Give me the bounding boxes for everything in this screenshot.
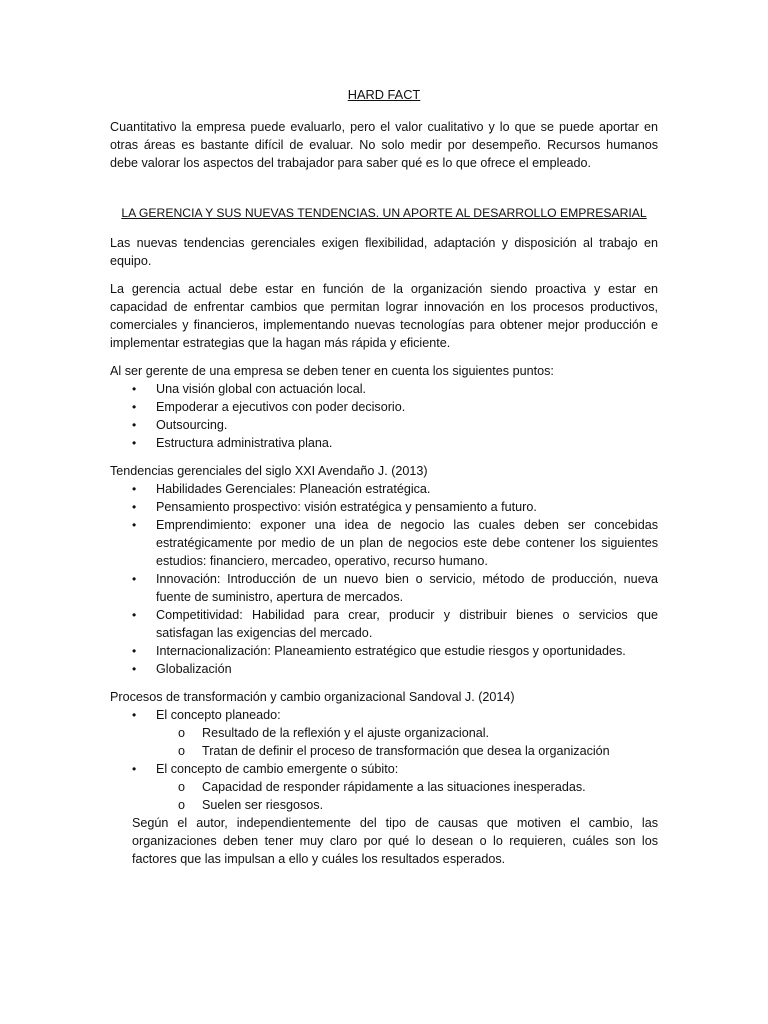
list-item: • Globalización bbox=[132, 662, 232, 676]
circle-bullet-icon: o bbox=[178, 780, 186, 794]
bullet-icon: • bbox=[132, 518, 137, 532]
paragraph-tendencias-siglo: Tendencias gerenciales del siglo XXI Avendaño J. (2013) bbox=[110, 464, 428, 478]
bullet-icon: • bbox=[132, 662, 137, 676]
list-item: • Competitividad: Habilidad para crear, producir y distribuir bienes o servicios que satisfagan las exigencias del mercado. bbox=[132, 608, 658, 640]
list-item: • Internacionalización: Planeamiento estratégico que estudie riesgos y oportunidades. bbox=[132, 644, 626, 658]
list-procesos-2 bbox=[110, 760, 658, 778]
bullet-icon: • bbox=[132, 572, 137, 586]
bullet-icon: • bbox=[132, 608, 137, 622]
bullet-icon: • bbox=[132, 436, 137, 450]
sublist-item: o Tratan de definir el proceso de transformación que desea la organización bbox=[178, 744, 610, 758]
sublist-item: o Resultado de la reflexión y el ajuste organizacional. bbox=[178, 726, 490, 740]
list-item: • Habilidades Gerenciales: Planeación estratégica. bbox=[132, 482, 431, 496]
circle-bullet-icon: o bbox=[178, 744, 186, 758]
bullet-icon: • bbox=[132, 482, 137, 496]
list-item: • Pensamiento prospectivo: visión estratégica y pensamiento a futuro. bbox=[132, 500, 537, 514]
list-item: • Estructura administrativa plana. bbox=[132, 436, 333, 450]
list-item: • Empoderar a ejecutivos con poder decisorio. bbox=[132, 400, 406, 414]
list-procesos bbox=[110, 706, 658, 724]
list-item: • Innovación: Introducción de un nuevo bien o servicio, método de producción, nueva fuente de suministro, apertura de mercados. bbox=[132, 572, 658, 604]
paragraph-tendencias: Las nuevas tendencias gerenciales exigen flexibilidad, adaptación y disposición al trabajo en equipo. bbox=[110, 236, 658, 268]
sublist-item: o Capacidad de responder rápidamente a las situaciones inesperadas. bbox=[178, 780, 586, 794]
sublist-emergente bbox=[110, 778, 658, 814]
circle-bullet-icon: o bbox=[178, 726, 186, 740]
doc-title: HARD FACT bbox=[347, 87, 421, 102]
list-tendencias bbox=[110, 480, 658, 678]
list-item: • El concepto planeado: bbox=[132, 708, 281, 722]
list-puntos bbox=[110, 380, 658, 452]
circle-bullet-icon: o bbox=[178, 798, 186, 812]
list-item: • Una visión global con actuación local. bbox=[132, 382, 367, 396]
bullet-icon: • bbox=[132, 708, 137, 722]
bullet-icon: • bbox=[132, 500, 137, 514]
bullet-icon: • bbox=[132, 382, 137, 396]
sublist-planeado bbox=[110, 724, 658, 760]
bullet-icon: • bbox=[132, 762, 137, 776]
list-item: • Emprendimiento: exponer una idea de negocio las cuales deben ser concebidas estratégicamente por medio de un plan de negocios este debe contener los siguientes estudios: financiero, mercadeo, operativo, recurso humano. bbox=[132, 518, 658, 568]
document-page bbox=[110, 86, 658, 868]
bullet-icon: • bbox=[132, 400, 137, 414]
closing-paragraph: Según el autor, independientemente del tipo de causas que motiven el cambio, las organizaciones deben tener muy claro por qué lo desean o lo requieren, cuáles son los factores que las impulsan a ello y cuáles los resultados esperados. bbox=[132, 816, 658, 866]
paragraph-gerencia-actual: La gerencia actual debe estar en función de la organización siendo proactiva y estar en capacidad de enfrentar cambios que permitan lograr innovación en los procesos productivos, comerciales y financieros, implementando nuevas tecnologías para obtener mejor producción e implementar estrategias que la hagan más rápida y eficiente. bbox=[110, 282, 658, 350]
paragraph-procesos: Procesos de transformación y cambio organizacional Sandoval J. (2014) bbox=[110, 690, 515, 704]
section-title: LA GERENCIA Y SUS NUEVAS TENDENCIAS. UN APORTE AL DESARROLLO EMPRESARIAL bbox=[121, 206, 647, 220]
paragraph-puntos: Al ser gerente de una empresa se deben tener en cuenta los siguientes puntos: bbox=[110, 364, 554, 378]
bullet-icon: • bbox=[132, 644, 137, 658]
list-item: • Outsourcing. bbox=[132, 418, 228, 432]
bullet-icon: • bbox=[132, 418, 137, 432]
sublist-item: o Suelen ser riesgosos. bbox=[178, 798, 324, 812]
list-item: • El concepto de cambio emergente o súbito: bbox=[132, 762, 399, 776]
intro-paragraph: Cuantitativo la empresa puede evaluarlo, pero el valor cualitativo y lo que se puede aportar en otras áreas es bastante difícil de evaluar. No solo medir por desempeño. Recursos humanos debe valorar los aspectos del trabajador para saber qué es lo que ofrece el empleado. bbox=[110, 120, 658, 170]
